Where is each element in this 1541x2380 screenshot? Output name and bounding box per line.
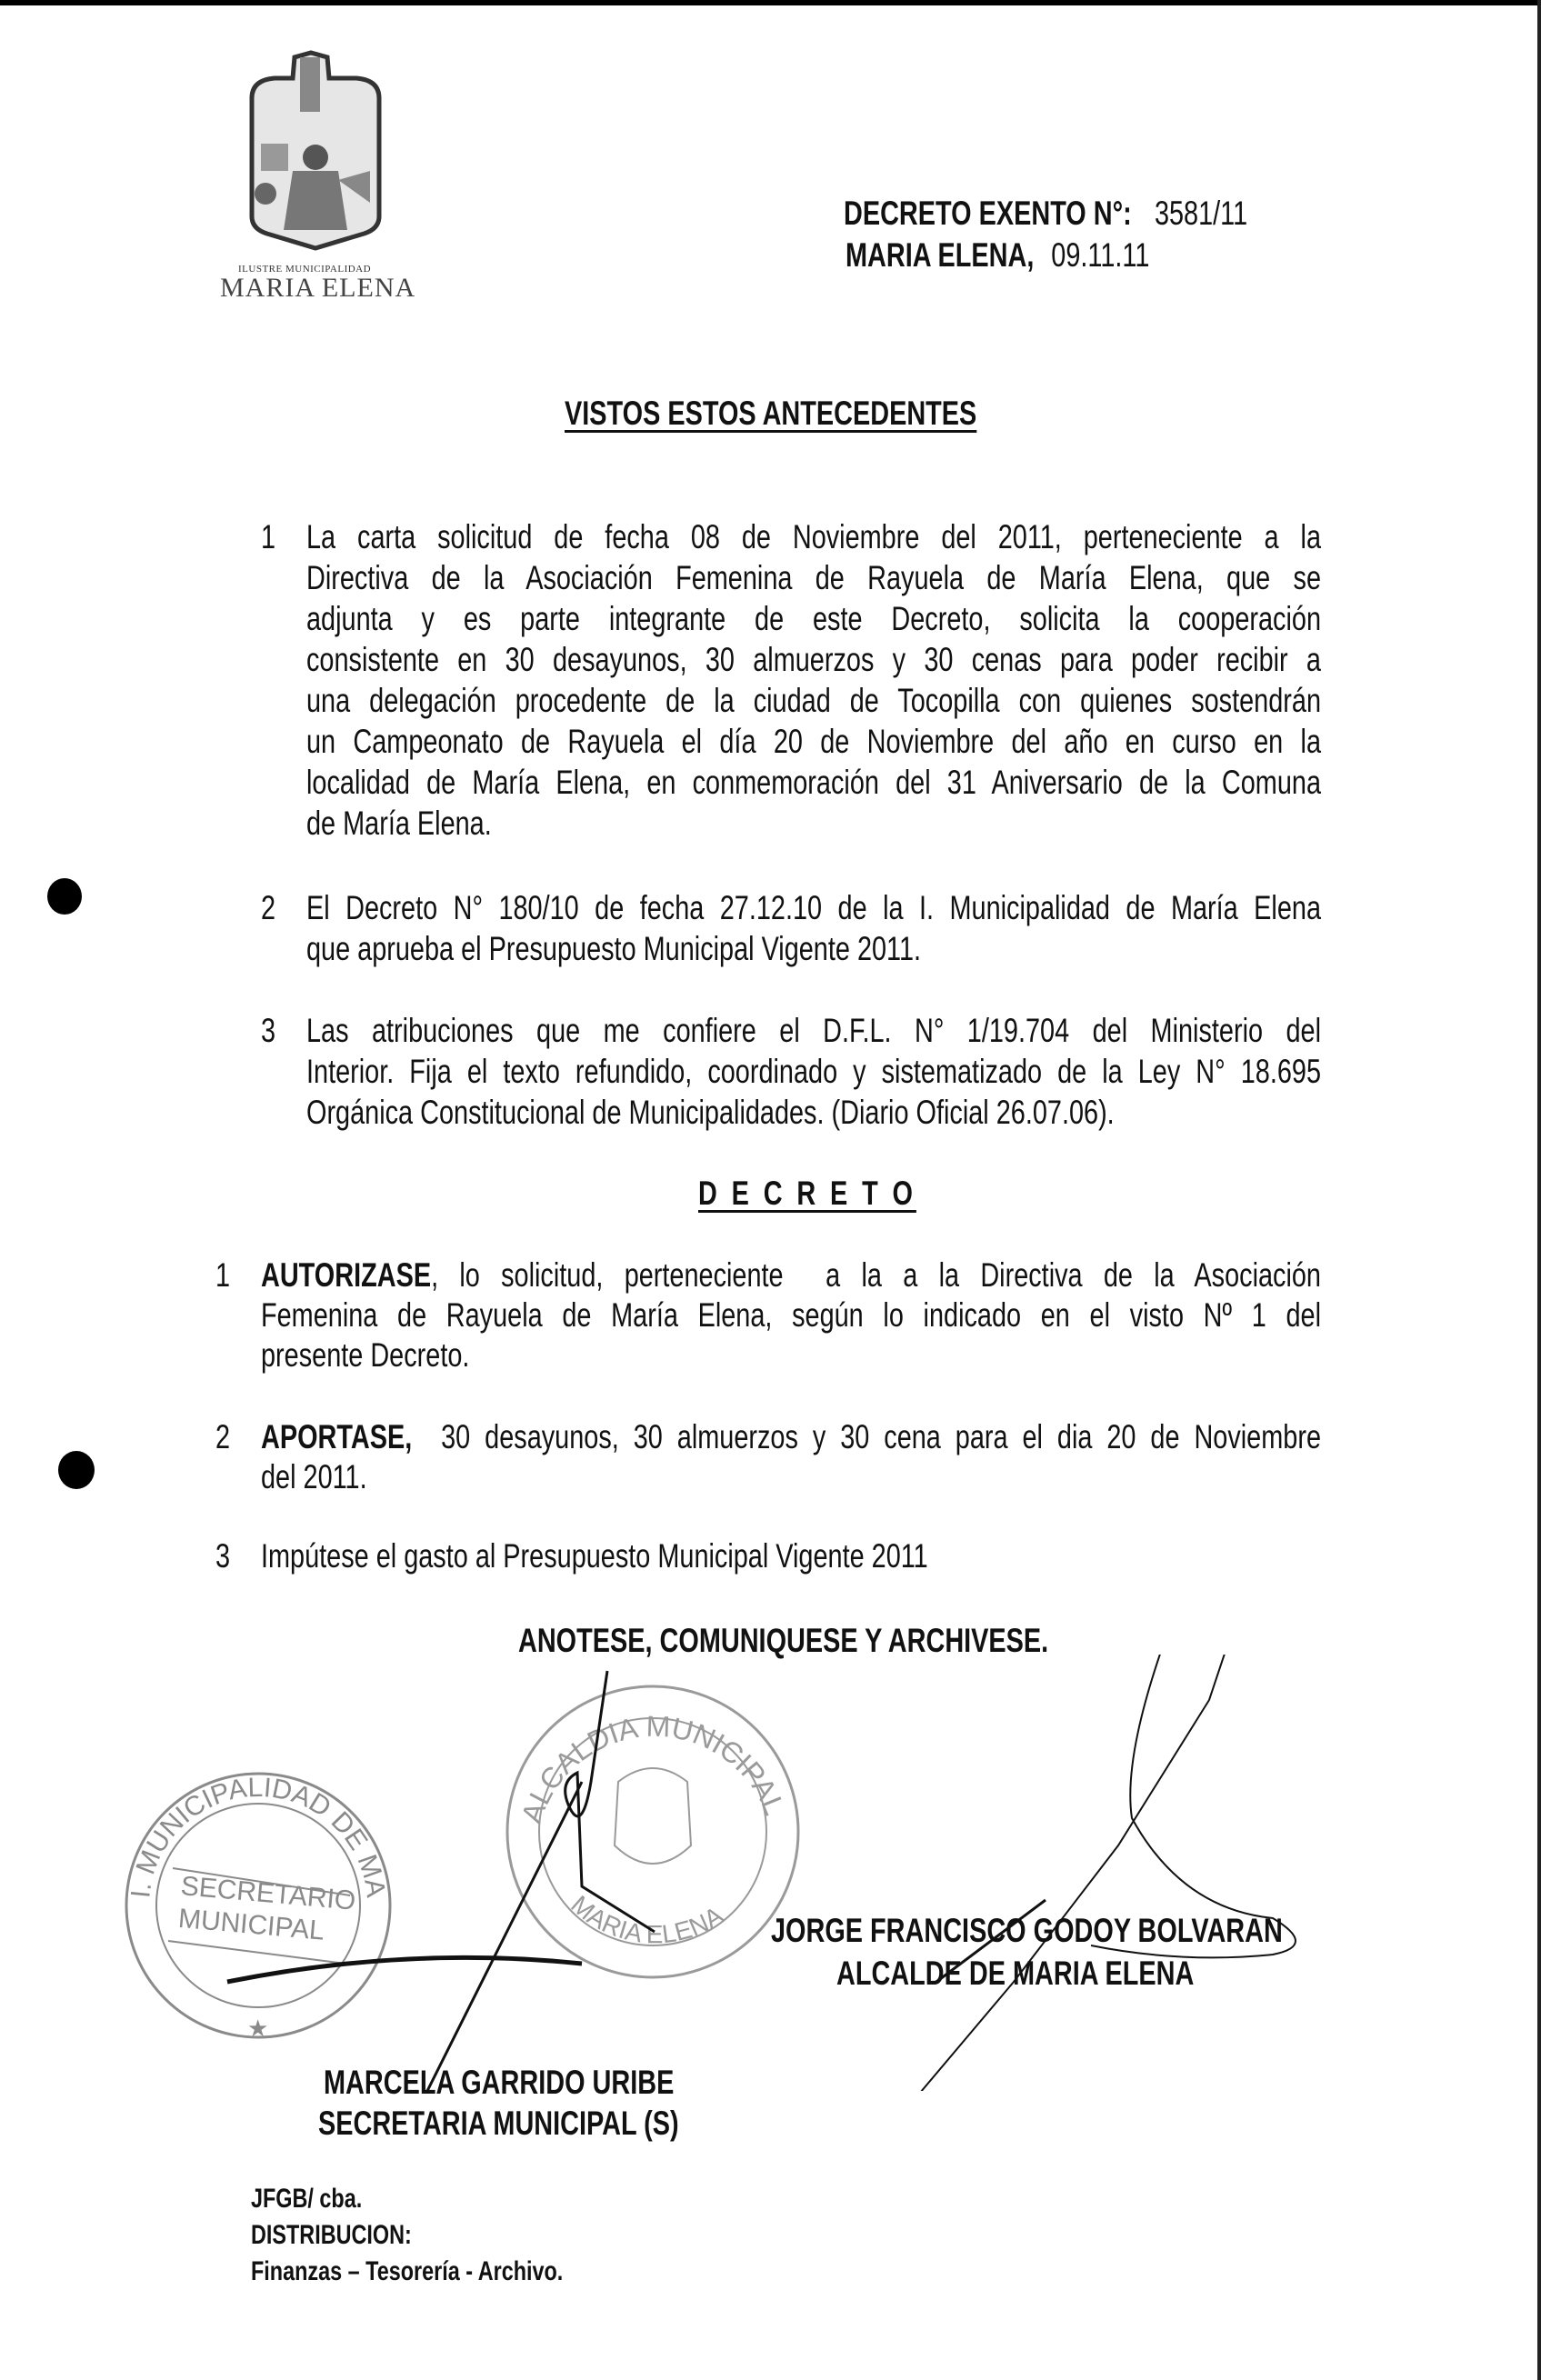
svg-text:ALCALDIA MUNICIPAL: ALCALDIA MUNICIPAL: [515, 1709, 792, 1827]
item-number: 1: [261, 518, 276, 555]
distribution-list: Finanzas – Tesorería - Archivo.: [251, 2256, 564, 2286]
svg-text:MUNICIPAL: MUNICIPAL: [176, 1903, 326, 1946]
item-text-line: El Decreto N° 180/10 de fecha 27.12.10 de la I. Municipalidad de María Elena: [306, 889, 1321, 926]
item-text-line: [261, 1416, 1321, 1457]
place-label: MARIA ELENA,: [846, 236, 1035, 274]
decree-number-line: [844, 193, 1247, 234]
logo-title: MARIA ELENA: [220, 273, 416, 303]
decreto-heading: D E C R E T O: [698, 1175, 916, 1212]
svg-text:SECRETARIO: SECRETARIO: [179, 1871, 357, 1916]
svg-text:★: ★: [247, 2015, 269, 2042]
decree-number: 3581/11: [1154, 195, 1248, 232]
item-text-line: presente Decreto.: [261, 1336, 470, 1374]
decree-label: DECRETO EXENTO N°:: [844, 195, 1132, 232]
item-keyword: APORTASE,: [261, 1418, 413, 1455]
stamps-and-signatures: [0, 1655, 1541, 2091]
handwritten-signatures: [227, 1655, 1323, 2091]
item-text-line: Impútese el gasto al Presupuesto Municipal Vigente 2011: [261, 1537, 928, 1575]
item-text-line: Las atribuciones que me confiere el D.F.L. N° 1/19.704 del Ministerio del: [306, 1012, 1321, 1049]
item-text-line: Femenina de Rayuela de María Elena, según lo indicado en el visto Nº 1 del: [261, 1296, 1321, 1334]
item-text-line: una delegación procedente de la ciudad de Tocopilla con quienes sostendrán: [306, 682, 1321, 719]
secretary-stamp: [0, 1655, 391, 2042]
mayor-title: ALCALDE DE MARIA ELENA: [836, 1955, 1195, 1992]
item-text-line: localidad de María Elena, en conmemoración del 31 Aniversario de la Comuna: [306, 764, 1321, 801]
scan-top-border: [0, 0, 1541, 5]
item-keyword: AUTORIZASE: [261, 1256, 432, 1294]
item-number: 2: [261, 889, 276, 926]
decree-place-date: [846, 235, 1149, 275]
closing-formula: ANOTESE, COMUNIQUESE Y ARCHIVESE.: [518, 1622, 1049, 1659]
item-number: 1: [215, 1256, 231, 1294]
item-text: 30 desayunos, 30 almuerzos y 30 cena para el dia 20 de Noviembre: [412, 1418, 1321, 1455]
item-text-line: La carta solicitud de fecha 08 de Noviembre del 2011, perteneciente a la: [306, 518, 1321, 555]
item-number: 2: [215, 1418, 231, 1455]
item-number: 3: [215, 1537, 231, 1575]
item-text: , lo solicitud, perteneciente a la a la Directiva de la Asociación: [431, 1256, 1321, 1294]
item-text-line: Interior. Fija el texto refundido, coordinado y sistematizado de la Ley N° 18.695: [306, 1053, 1321, 1090]
item-text-line: un Campeonato de Rayuela el día 20 de Noviembre del año en curso en la: [306, 723, 1321, 760]
municipal-coat-of-arms-logo: [238, 44, 393, 253]
punch-hole: [47, 878, 82, 915]
author-initials: JFGB/ cba.: [251, 2184, 363, 2214]
item-text-line: de María Elena.: [306, 805, 492, 842]
decree-date: 09.11.11: [1051, 236, 1150, 274]
secretary-name: MARCELA GARRIDO URIBE: [324, 2064, 675, 2101]
distribution-label: DISTRIBUCION:: [251, 2220, 412, 2250]
mayor-stamp: [507, 1686, 798, 1977]
svg-text:MARIA ELENA: MARIA ELENA: [565, 1889, 728, 1949]
secretary-stamp-ring-text: I. MUNICIPALIDAD DE MA: [125, 1772, 391, 1900]
item-text-line: Directiva de la Asociación Femenina de Rayuela de María Elena, que se: [306, 559, 1321, 596]
secretary-title: SECRETARIA MUNICIPAL (S): [318, 2105, 679, 2142]
logo-subtitle: ILUSTRE MUNICIPALIDAD: [238, 264, 372, 275]
item-number: 3: [261, 1012, 276, 1049]
item-text-line: adjunta y es parte integrante de este Decreto, solicita la cooperación: [306, 600, 1321, 637]
mayor-name: JORGE FRANCISCO GODOY BOLVARAN: [771, 1912, 1283, 1949]
vistos-heading: VISTOS ESTOS ANTECEDENTES: [565, 395, 977, 432]
item-text-line: que aprueba el Presupuesto Municipal Vigente 2011.: [306, 930, 922, 967]
punch-hole: [58, 1451, 95, 1489]
item-text-line: del 2011.: [261, 1458, 367, 1495]
item-text-line: consistente en 30 desayunos, 30 almuerzos y 30 cenas para poder recibir a: [306, 641, 1321, 678]
item-text-line: Orgánica Constitucional de Municipalidades. (Diario Oficial 26.07.06).: [306, 1094, 1115, 1131]
item-text-line: [261, 1255, 1321, 1295]
